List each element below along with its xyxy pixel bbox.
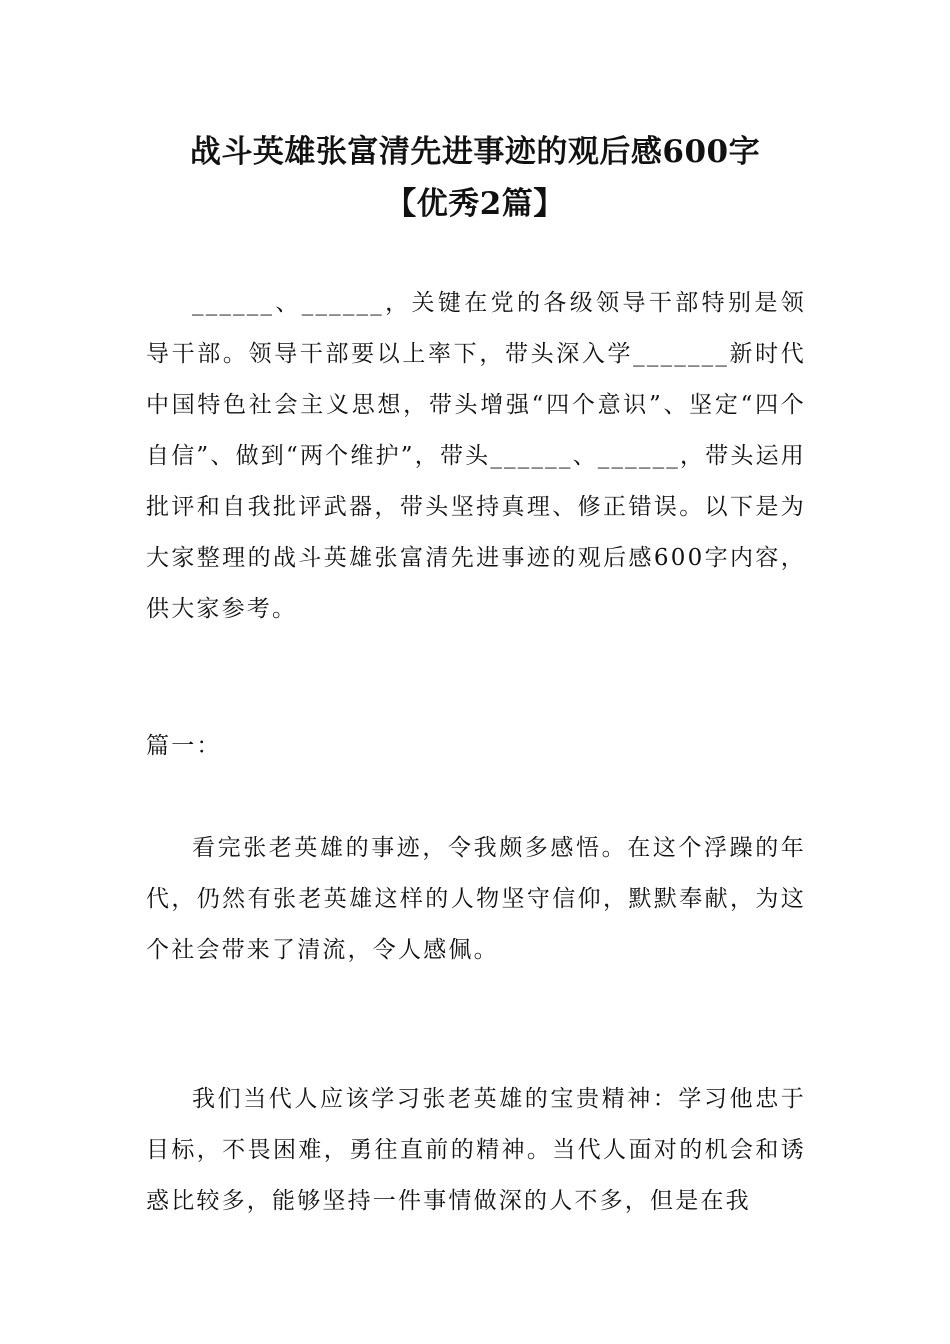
body-paragraph-1: 看完张老英雄的事迹，令我颇多感悟。在这个浮躁的年代，仍然有张老英雄这样的人物坚守信仰，默默奉献，为这个社会带来了清流，令人感佩。 [146,835,806,963]
intro-paragraph: ______、______，关键在党的各级领导干部特别是领导干部。领导干部要以上率下，带头深入学_______新时代中国特色社会主义思想，带头增强“四个意识”、坚定“四个自信”、做到“两个维护”，带头______、______，带头运用批评和自我批评武器，带头坚持真理、修正错误。以下是为大家整理的战斗英雄张富清先进事迹的观后感600字内容，供大家参考。 [146,290,806,622]
document-title: 战斗英雄张富清先进事迹的观后感600字 [189,134,761,170]
body-paragraph-2: 我们当代人应该学习张老英雄的宝贵精神：学习他忠于目标，不畏困难，勇往直前的精神。当代人面对的机会和诱惑比较多，能够坚持一件事情做深的人不多，但是在我 [146,1086,806,1214]
document-title-subtitle: 【优秀2篇】 [385,186,565,222]
section-heading: 篇一： [146,733,222,759]
